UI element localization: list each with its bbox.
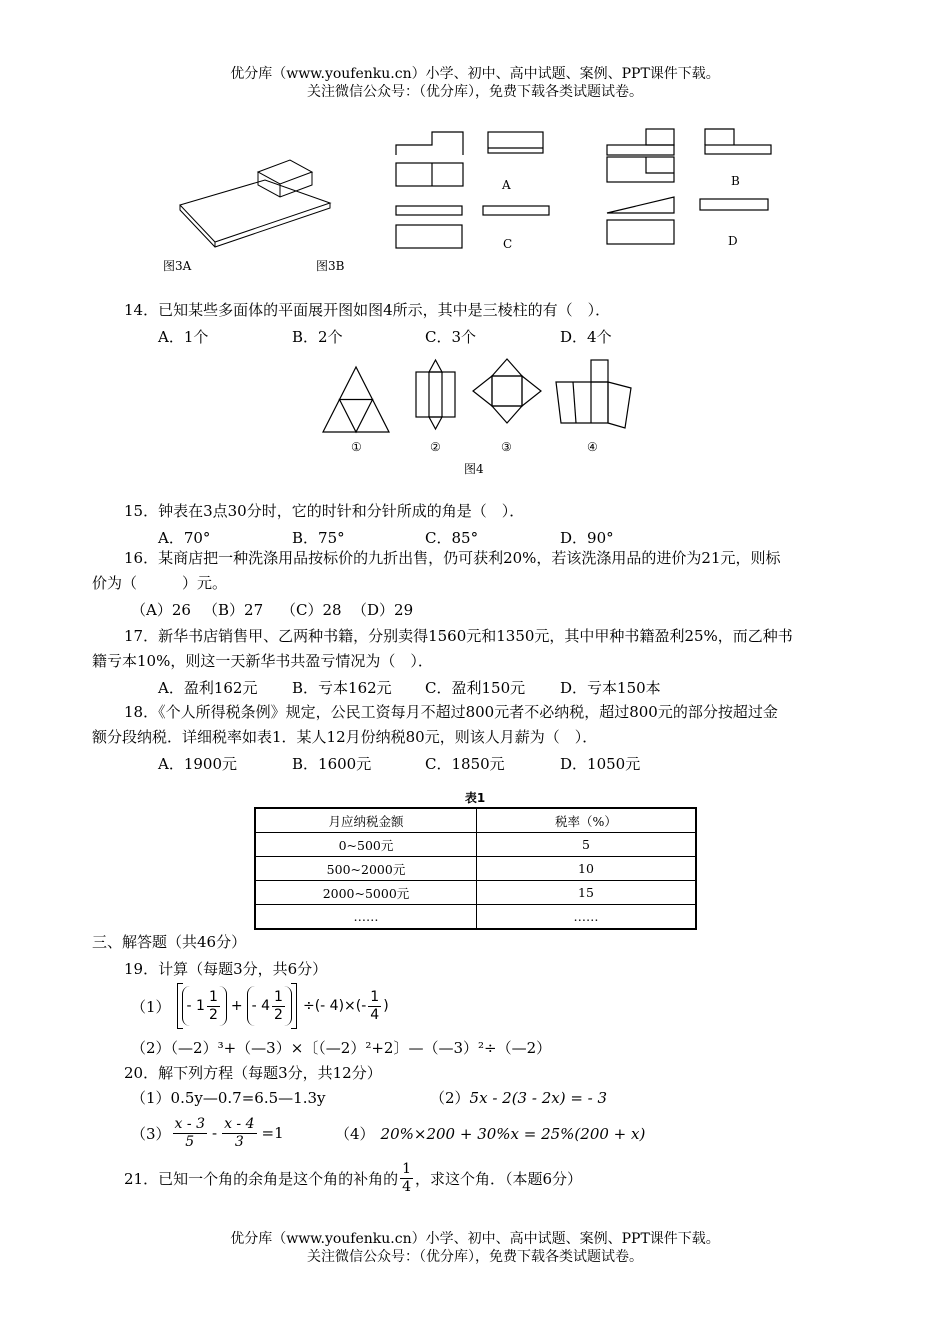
q18-stem-line-1: 18．《个人所得税条例》规定，公民工资每月不超过800元者不必纳税，超过800元的部分按超过金: [124, 703, 778, 721]
figure-3b-label-c: C: [503, 237, 513, 251]
header-line-1: 优分库（www.youfenku.cn）小学、初中、高中试题、案例、PPT课件下载。: [230, 66, 720, 82]
table-cell: 5: [477, 833, 697, 857]
q19-term-1-numerator: 1: [208, 988, 218, 1005]
figure-4-label-4: ④: [587, 440, 598, 454]
q21-fraction-numerator: 1: [402, 1160, 412, 1177]
table-header-row: [255, 808, 696, 833]
q19-plus-sign: +: [230, 998, 243, 1014]
table-header-cell: 税率（%）: [477, 808, 697, 833]
table-cell: 500~2000元: [255, 857, 477, 881]
q20-minus-sign: -: [211, 1124, 218, 1142]
table-cell: ……: [477, 905, 697, 930]
q19-term-3-numerator: 1: [370, 988, 380, 1005]
q20-equation-3-label: （3）: [131, 1124, 171, 1143]
table-row: [255, 833, 696, 857]
q21-fraction-denominator: 4: [402, 1178, 412, 1195]
q20-fraction-2-denominator: 3: [234, 1133, 244, 1150]
q20-equation-4: [335, 1123, 645, 1144]
footer-line-2: 关注微信公众号：（优分库），免费下载各类试题试卷。: [307, 1249, 643, 1265]
q14-option-a: A．1个: [158, 328, 209, 346]
q19-term-2-denominator: 2: [274, 1006, 283, 1023]
figure-4-caption: 图4: [464, 462, 484, 476]
figure-4-nets: [318, 355, 638, 437]
figure-3a-slab-drawing: [170, 150, 340, 250]
q15-option-a: A．70°: [158, 529, 211, 547]
q14-stem: 14．已知某些多面体的平面展开图如图4所示，其中是三棱柱的有（ ）．: [124, 301, 611, 319]
q21-stem-after: ，求这个角．（本题6分）: [415, 1169, 583, 1188]
q16-option-d: （D）29: [352, 601, 414, 619]
q19-part-1-label: （1）: [131, 997, 171, 1016]
q16-stem-line-1: 16．某商店把一种洗涤用品按标价的九折出售，仍可获利20%，若该洗涤用品的进价为21元，则标: [124, 549, 781, 567]
q20-equation-2-body: 5x - 2(3 - 2x) = - 3: [469, 1089, 608, 1107]
q20-equation-3-rhs: =1: [261, 1124, 284, 1142]
table-cell: 10: [477, 857, 697, 881]
table-header-cell: 月应纳税金额: [255, 808, 477, 833]
q20-equation-4-label: （4）: [335, 1125, 375, 1143]
q19-bracket: [177, 983, 297, 1029]
q20-equation-1: （1）0.5y—0.7=6.5—1.3y: [131, 1089, 326, 1107]
figure-3b-label-b: B: [731, 174, 740, 188]
table-cell: 2000~5000元: [255, 881, 477, 905]
figure-4-label-3: ③: [501, 440, 512, 454]
figure-3b-label-d: D: [728, 234, 738, 248]
q19-divide-multiply: ÷(- 4)×(-: [302, 998, 367, 1014]
q19-paren-1: [182, 986, 227, 1026]
q16-option-b: （B）27: [203, 601, 264, 619]
q17-option-d: D．亏本150本: [560, 679, 661, 697]
q15-option-d: D．90°: [560, 529, 614, 547]
q14-option-d: D．4个: [560, 328, 612, 346]
q15-stem: 15．钟表在3点30分时，它的时针和分针所成的角是（ ）．: [124, 502, 525, 520]
figure-3b-label-a: A: [502, 178, 511, 192]
q19-expression-2: （2）（—2）³+（—3）×〔（—2）²+2〕—（—3）²÷（—2）: [131, 1039, 552, 1057]
q18-option-a: A．1900元: [158, 755, 238, 773]
figure-3a-caption: 图3A: [163, 259, 192, 273]
q16-option-a: （A）26: [131, 601, 191, 619]
q17-option-b: B．亏本162元: [292, 679, 392, 697]
figure-4-label-1: ①: [351, 440, 362, 454]
figure-3b-caption: 图3B: [316, 259, 345, 273]
q17-stem-line-2: 籍亏本10%，则这一天新华书共盈亏情况为（ ）．: [92, 652, 433, 670]
table-cell: ……: [255, 905, 477, 930]
q19-paren-2: [247, 986, 292, 1026]
q18-option-b: B．1600元: [292, 755, 372, 773]
q19-stem: 19．计算（每题3分，共6分）: [124, 960, 328, 978]
q19-term-3-denominator: 4: [370, 1006, 380, 1023]
q15-option-c: C．85°: [425, 529, 479, 547]
q17-option-a: A．盈利162元: [158, 679, 258, 697]
q20-equation-4-body: 20%×200 + 30%x = 25%(200 + x): [380, 1125, 646, 1143]
q17-stem-line-1: 17．新华书店销售甲、乙两种书籍，分别卖得1560元和1350元，其中甲种书籍盈利25%，而乙种书: [124, 627, 793, 645]
q20-equation-2: [430, 1087, 607, 1108]
table-row: [255, 881, 696, 905]
q14-option-b: B．2个: [292, 328, 343, 346]
q16-option-c: （C）28: [281, 601, 342, 619]
q20-equation-3: [131, 1110, 284, 1156]
q19-term-2-numerator: 1: [274, 988, 283, 1005]
q20-equation-2-label: （2）: [430, 1089, 470, 1107]
table-1-title: 表1: [464, 791, 486, 805]
q20-stem: 20．解下列方程（每题3分，共12分）: [124, 1064, 382, 1082]
table-cell: 0~500元: [255, 833, 477, 857]
figure-4-label-2: ②: [430, 440, 441, 454]
header-line-2: 关注微信公众号：（优分库），免费下载各类试题试卷。: [307, 84, 643, 100]
q16-stem-line-2: 价为（ ）元。: [92, 574, 228, 592]
q20-fraction-1-denominator: 5: [185, 1133, 195, 1150]
q19-term-1-denominator: 2: [208, 1006, 218, 1023]
q21-stem-before: 21．已知一个角的余角是这个角的补角的: [124, 1169, 399, 1188]
q20-fraction-2-numerator: x - 4: [224, 1115, 255, 1132]
q18-option-c: C．1850元: [425, 755, 505, 773]
q19-close-paren: ): [383, 998, 389, 1014]
table-cell: 15: [477, 881, 697, 905]
table-row: [255, 905, 696, 930]
q19-term-2-integer: - 4: [251, 998, 271, 1014]
q21-stem: [124, 1158, 582, 1198]
q19-term-1-integer: - 1: [186, 998, 205, 1014]
tax-rate-table: [254, 807, 697, 930]
q15-option-b: B．75°: [292, 529, 345, 547]
q19-expression-1: [131, 982, 389, 1030]
q17-option-c: C．盈利150元: [425, 679, 526, 697]
q18-stem-line-2: 额分段纳税．详细税率如表1．某人12月份纳税80元，则该人月薪为（ ）．: [92, 728, 598, 746]
q18-option-d: D．1050元: [560, 755, 641, 773]
footer-line-1: 优分库（www.youfenku.cn）小学、初中、高中试题、案例、PPT课件下载。: [230, 1231, 720, 1247]
q20-fraction-1-numerator: x - 3: [174, 1115, 205, 1132]
section-3-title: 三、解答题（共46分）: [92, 933, 247, 951]
q14-option-c: C．3个: [425, 328, 477, 346]
table-row: [255, 857, 696, 881]
